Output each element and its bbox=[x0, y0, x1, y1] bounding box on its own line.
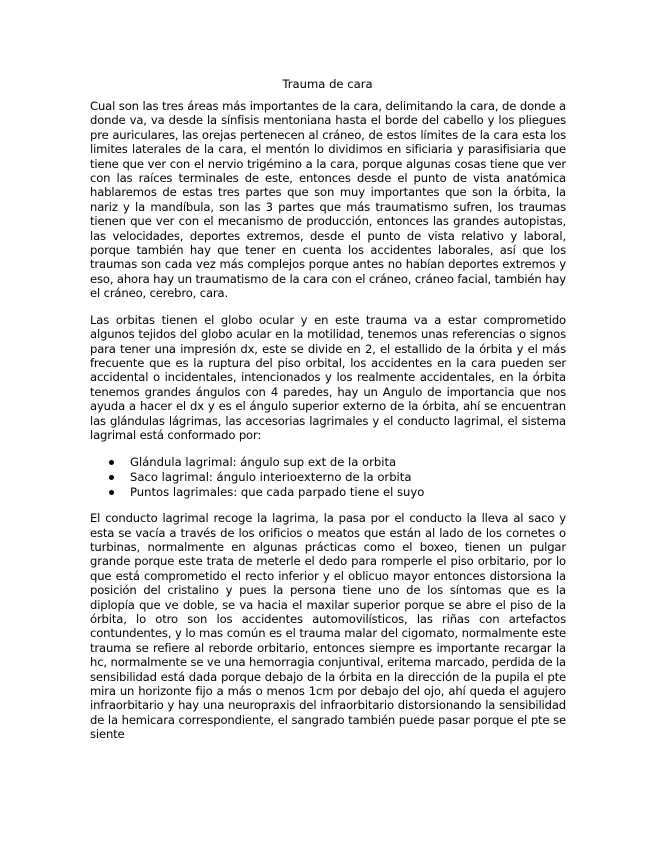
list-item: Puntos lagrimales: que cada parpado tiene el suyo bbox=[130, 485, 566, 500]
list-item: Saco lagrimal: ángulo interioexterno de la orbita bbox=[130, 470, 566, 485]
paragraph-orbits: Las orbitas tienen el globo ocular y en este trauma va a estar comprometido algunos tejidos del globo acular en la motilidad, tenemos unas referencias o signos para tener una impresión dx, este se divide en 2, el estallido de la órbita y el más frecuente que es la ruptura del piso orbital, los accidentes en la cara pueden ser accidental o incidentales, intencionados y los realmente accidentales, en la órbita tenemos grandes ángulos con 4 paredes, hay un Angulo de importancia que nos ayuda a hacer el dx y es el ángulo superior externo de la órbita, ahí se encuentran las glándulas lágrimas, las accesorias lagrimales y el conducto lagrimal, el sistema lagrimal está conformado por: bbox=[90, 312, 566, 442]
paragraph-lacrimal-duct: El conducto lagrimal recoge la lagrima, la pasa por el conducto la lleva al saco y esta se vacía a través de los orificios o meatos que están al lado de los cornetes o turbinas, normalmente en algunas prácticas como el boxeo, tienen un pulgar grande porque este trata de meterle el dedo para romperle el piso orbitario, por lo que está comprometido el recto inferior y el oblicuo mayor entonces distorsiona la posición del cristalino y pues la persona tiene uno de los síntomas que es la diplopía que ve doble, se va hacia el maxilar superior porque se abre el piso de la órbita, lo otro son los accidentes automovilísticos, las riñas con artefactos contundentes, y lo mas común es el trauma malar del cigomato, normalmente este trauma se refiere al reborde orbitario, entonces siempre es importante recargar la hc, normalmente se ve una hemorragia conjuntival, eritema marcado, perdida de la sensibilidad está dada porque debajo de la órbita en la dirección de la pupila el pte mira un horizonte fijo a más o menos 1cm por debajo del ojo, ahí queda el agujero infraorbitario y hay una neuropraxis del infraorbitario distorsionando la sensibilidad de la hemicara correspondiente, el sangrado también puede pasar porque el pte se siente bbox=[90, 511, 566, 742]
paragraph-face-areas: Cual son las tres áreas más importantes de la cara, delimitando la cara, de donde a donde va, va desde la sínfisis mentoniana hasta el borde del cabello y los pliegues pre auriculares, las orejas pertenecen al cráneo, de estos límites de la cara esta los limites laterales de la cara, el mentón lo dividimos en sificiaria y parasifisiaria que tiene que ver con el nervio trigémino a la cara, porque algunas cosas tiene que ver con las raíces terminales de este, entonces desde el punto de vista anatómica hablaremos de estas tres partes que son muy importantes que son la órbita, la nariz y la mandíbula, son las 3 partes que más traumatismo sufren, los traumas tienen que ver con el mecanismo de producción, entonces las grandes autopistas, las velocidades, deportes extremos, desde el punto de vista relativo y laboral, porque también hay que tener en cuenta los accidentes laborales, así que los traumas son cada vez más complejos porque antes no habían deportes extremos y eso, ahora hay un traumatismo de la cara con el cráneo, cráneo facial, también hay el cráneo, cerebro, cara. bbox=[90, 99, 566, 301]
document-body bbox=[90, 99, 566, 755]
document-title: Trauma de cara bbox=[282, 77, 373, 91]
lacrimal-system-list bbox=[90, 455, 566, 499]
list-item: Glándula lagrimal: ángulo sup ext de la orbita bbox=[130, 455, 566, 470]
